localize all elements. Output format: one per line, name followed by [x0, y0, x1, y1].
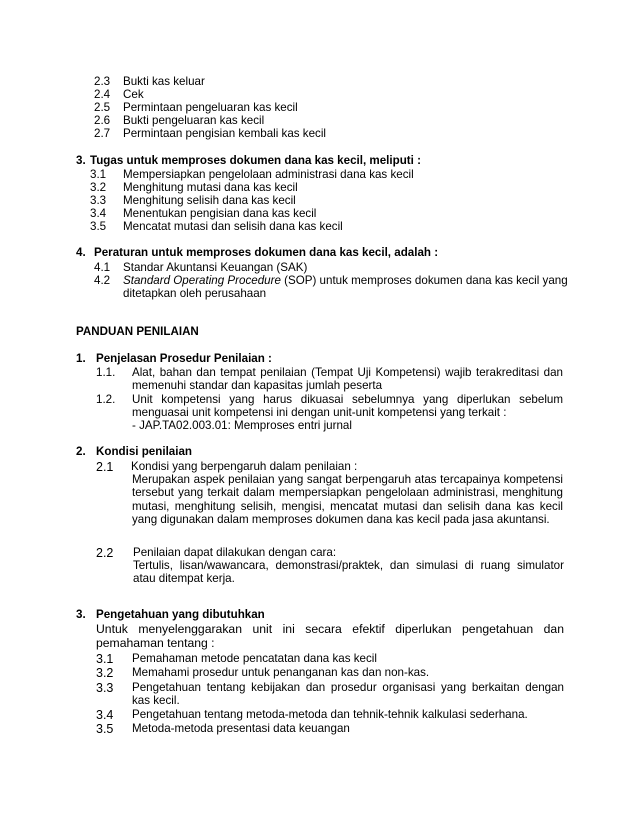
- italic-term: Standard Operating Procedure: [123, 274, 281, 287]
- item-text: Merupakan aspek penilaian yang sangat berpengaruh atas tercapainya kompetensi tersebut yang terkait dalam mempersiapkan pengelolaan administrasi, menghitung mutasi, menghitung selisih, mengisi, mencatat mutasi dan selisih dana kas kecil yang digunakan dalam memproses dokumen dana kas kecil pada jasa akuntansi.: [132, 473, 563, 526]
- item-label: Kondisi yang berpengaruh dalam penilaian :: [131, 460, 358, 473]
- section-number: 2.: [76, 445, 86, 458]
- item-number: 2.5: [94, 101, 111, 114]
- item-number: 3.1: [90, 168, 107, 181]
- item-number: 3.5: [96, 722, 114, 736]
- item-text: Mempersiapkan pengelolaan administrasi dana kas kecil: [123, 168, 414, 181]
- section-number: 1.: [76, 352, 86, 365]
- item-number: 3.1: [96, 652, 114, 666]
- item-text: Mencatat mutasi dan selisih dana kas kecil: [123, 220, 343, 233]
- item-text: Bukti pengeluaran kas kecil: [123, 114, 265, 127]
- item-text-rest: (SOP) untuk memproses dokumen dana kas kecil yang: [280, 274, 568, 287]
- item-number: 3.4: [90, 207, 107, 220]
- section-number: 4.: [76, 246, 86, 259]
- item-text: Memahami prosedur untuk penanganan kas dan non-kas.: [132, 666, 430, 679]
- item-text: Permintaan pengeluaran kas kecil: [123, 101, 298, 114]
- item-number: 3.4: [96, 708, 114, 722]
- item-text: Pemahaman metode pencatatan dana kas kecil: [132, 652, 377, 665]
- section-heading: Penjelasan Prosedur Penilaian :: [96, 352, 272, 365]
- item-number: 2.6: [94, 114, 111, 127]
- item-text: Menghitung selisih dana kas kecil: [123, 194, 296, 207]
- item-number: 2.2: [96, 546, 114, 560]
- section-heading: Tugas untuk memproses dokumen dana kas kecil, meliputi :: [90, 154, 421, 167]
- item-text: Bukti kas keluar: [123, 75, 205, 88]
- item-number: 3.2: [90, 181, 107, 194]
- section-number: 3.: [76, 154, 86, 167]
- item-number: 2.3: [94, 75, 111, 88]
- item-text: Pengetahuan tentang kebijakan dan prosedur organisasi yang berkaitan dengan kas kecil.: [132, 681, 564, 707]
- item-text: [123, 274, 568, 288]
- item-number: 2.7: [94, 127, 111, 140]
- page-title: PANDUAN PENILAIAN: [76, 325, 199, 338]
- unit-reference: - JAP.TA02.003.01: Memproses entri jurnal: [132, 419, 352, 432]
- item-number: 2.1: [96, 460, 114, 474]
- item-text: Unit kompetensi yang harus dikuasai sebelumnya yang diperlukan sebelum menguasai unit kompetensi ini dengan unit-unit kompetensi yang terkait :: [132, 393, 563, 419]
- item-number: 3.5: [90, 220, 107, 233]
- item-number: 2.4: [94, 88, 111, 101]
- item-number: 4.1: [94, 261, 111, 274]
- item-text: Cek: [123, 88, 144, 101]
- item-number: 3.3: [96, 681, 114, 695]
- item-number: 1.1.: [96, 366, 116, 379]
- item-text: Metoda-metoda presentasi data keuangan: [132, 722, 350, 735]
- section-heading: Kondisi penilaian: [96, 445, 192, 458]
- item-number: 3.3: [90, 194, 107, 207]
- item-text: Standar Akuntansi Keuangan (SAK): [123, 261, 308, 274]
- item-number: 3.2: [96, 666, 114, 680]
- section-heading: Peraturan untuk memproses dokumen dana kas kecil, adalah :: [94, 246, 439, 259]
- item-label: Penilaian dapat dilakukan dengan cara:: [133, 546, 337, 559]
- item-number: 4.2: [94, 274, 111, 287]
- item-text: Menentukan pengisian dana kas kecil: [123, 207, 317, 220]
- item-text: Tertulis, lisan/wawancara, demonstrasi/praktek, dan simulasi di ruang simulator atau ditempat kerja.: [133, 559, 564, 586]
- intro-text: Untuk menyelenggarakan unit ini secara efektif diperlukan pengetahuan dan pemahaman tentang :: [96, 622, 564, 650]
- section-number: 3.: [76, 608, 86, 621]
- item-number: 1.2.: [96, 393, 116, 406]
- item-text: Permintaan pengisian kembali kas kecil: [123, 127, 326, 140]
- section-heading: Pengetahuan yang dibutuhkan: [96, 608, 265, 621]
- item-text: Pengetahuan tentang metoda-metoda dan tehnik-tehnik kalkulasi sederhana.: [132, 708, 528, 721]
- item-text: Alat, bahan dan tempat penilaian (Tempat Uji Kompetensi) wajib terakreditasi dan memenuhi standar dan kapasitas jumlah peserta: [132, 366, 563, 392]
- item-text: Menghitung mutasi dana kas kecil: [123, 181, 298, 194]
- item-text-continuation: ditetapkan oleh perusahaan: [123, 287, 267, 300]
